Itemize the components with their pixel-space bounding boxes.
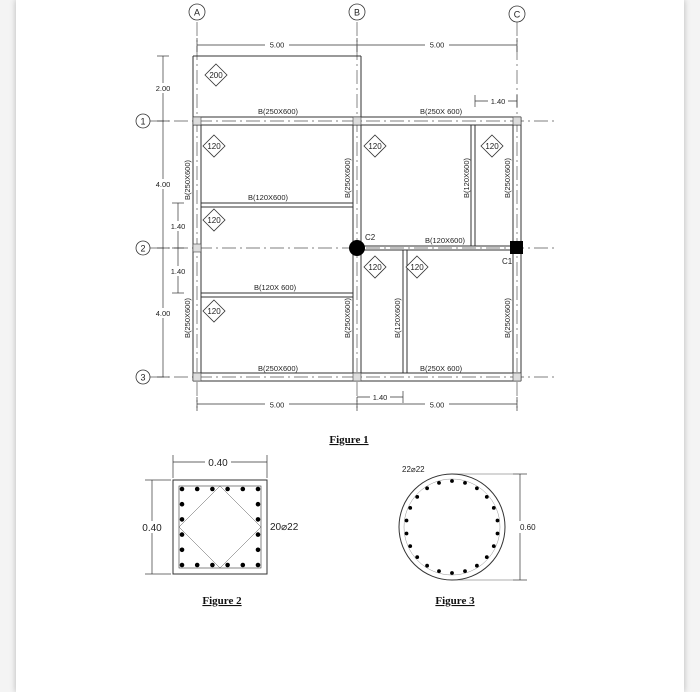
rebar-dot xyxy=(405,519,409,523)
figure-3-circular-column xyxy=(399,465,542,607)
beam-label-inner-upper: B(120X600) xyxy=(462,157,471,199)
rebar-dot xyxy=(485,495,489,499)
svg-text:120: 120 xyxy=(207,216,221,225)
dimension-bottom-offset: 1.40 xyxy=(372,393,388,402)
rebar-dot xyxy=(492,506,496,510)
rebar-dot xyxy=(241,563,246,568)
figure-1-caption: Figure 1 xyxy=(329,434,369,446)
dimension-bottom-ab: 5.00 xyxy=(269,400,285,410)
figure-2-width: 0.40 xyxy=(208,458,228,469)
figure-3-diameter: 0.60 xyxy=(520,523,536,532)
beam-label-axis2-right: B(120X600) xyxy=(425,236,466,245)
rebar-dot xyxy=(463,481,467,485)
rebar-dot xyxy=(450,479,454,483)
rebar-dot xyxy=(180,548,185,553)
figure-2-height: 0.40 xyxy=(142,523,162,534)
rebar-dot xyxy=(256,517,261,522)
rebar-dot xyxy=(408,544,412,548)
axis-bubble-a xyxy=(189,4,205,20)
rebar-dot xyxy=(256,487,261,492)
axis-label-b: B xyxy=(353,7,361,18)
rebar-dot xyxy=(475,564,479,568)
rebar-dot xyxy=(256,502,261,507)
slab-tag-2 xyxy=(364,135,386,157)
column-c1 xyxy=(510,241,523,254)
dimension-left-span-23: 4.00 xyxy=(155,309,171,318)
rebar-dot xyxy=(256,548,261,553)
rebar-dot xyxy=(241,487,246,492)
figure-2-square-column xyxy=(139,455,299,607)
rebar-dot xyxy=(437,569,441,573)
figure-1-floor-plan xyxy=(136,4,555,446)
dimension-top-ab: 5.00 xyxy=(269,40,285,50)
rebar-dot xyxy=(496,532,500,536)
beam-label-mid-lower: B(120X 600) xyxy=(254,283,297,292)
axis-bubble-2 xyxy=(136,241,150,255)
beam-label-col-b-lower: B(250X600) xyxy=(343,297,352,339)
axis-label-3: 3 xyxy=(140,372,146,383)
rebar-dot xyxy=(180,563,185,568)
column-c2 xyxy=(349,240,365,256)
figure-3-rebar-label: 22⌀22 xyxy=(402,465,425,474)
rebar-dot xyxy=(180,532,185,537)
beam-label-bottom-right: B(250X 600) xyxy=(420,364,463,373)
slab-tag-7 xyxy=(203,300,225,322)
svg-text:120: 120 xyxy=(368,263,382,272)
rebar-dot xyxy=(195,563,200,568)
svg-text:120: 120 xyxy=(207,142,221,151)
rebar-dot xyxy=(425,564,429,568)
beam-label-col-c-upper: B(250X600) xyxy=(503,157,512,199)
dimension-left-span-12: 4.00 xyxy=(155,180,171,189)
slab-tag-overhang xyxy=(205,64,227,86)
dimension-left-sub-upper: 1.40 xyxy=(170,222,186,231)
rebar-dot xyxy=(415,555,419,559)
rebar-dot xyxy=(180,502,185,507)
column-c2-label: C2 xyxy=(365,233,376,242)
rebar-dot xyxy=(450,571,454,575)
axis-bubble-3 xyxy=(136,370,150,384)
svg-text:120: 120 xyxy=(368,142,382,151)
rebar-dot xyxy=(437,481,441,485)
beam-label-top-left: B(250X600) xyxy=(258,107,299,116)
rebar-dot xyxy=(195,487,200,492)
beam-label-top-right: B(250X 600) xyxy=(420,107,463,116)
axis-bubble-1 xyxy=(136,114,150,128)
slab-tag-1 xyxy=(203,135,225,157)
rebar-dot xyxy=(256,563,261,568)
rebar-dot xyxy=(492,544,496,548)
rebar-dot xyxy=(210,487,215,492)
dimension-bottom-bc: 5.00 xyxy=(429,400,445,410)
square-section-outline xyxy=(173,480,267,574)
rebar-dot xyxy=(225,563,230,568)
svg-text:120: 120 xyxy=(207,307,221,316)
beam-label-mid-upper: B(120X600) xyxy=(248,193,289,202)
slab-tag-5 xyxy=(364,256,386,278)
figure-3-caption: Figure 3 xyxy=(435,595,475,607)
rebar-dot xyxy=(225,487,230,492)
dimension-left xyxy=(157,56,184,377)
svg-text:120: 120 xyxy=(485,142,499,151)
beam-label-inner-lower: B(120X600) xyxy=(393,297,402,339)
dimension-top xyxy=(197,38,517,52)
dimension-top-bc: 5.00 xyxy=(429,40,445,50)
slab-tag-4 xyxy=(203,209,225,231)
rebar-dot xyxy=(180,487,185,492)
beam-label-col-a-lower: B(250X600) xyxy=(183,297,192,339)
axis-label-1: 1 xyxy=(140,116,146,127)
slab-tag-3 xyxy=(481,135,503,157)
dimension-top-right-offset: 1.40 xyxy=(490,97,506,106)
dimension-bottom xyxy=(197,397,517,411)
beam-label-col-b-upper: B(250X600) xyxy=(343,157,352,199)
beam-label-col-c-lower: B(250X600) xyxy=(503,297,512,339)
slab-tag-6 xyxy=(406,256,428,278)
rebar-dot xyxy=(256,532,261,537)
rebar-dot xyxy=(210,563,215,568)
dimension-left-sub-lower: 1.40 xyxy=(170,267,186,276)
rebar-dot xyxy=(408,506,412,510)
figure-2-rebar-label: 20⌀22 xyxy=(270,522,299,533)
axis-label-2: 2 xyxy=(140,243,146,254)
rebar-dot xyxy=(485,555,489,559)
rebar-dot xyxy=(463,569,467,573)
beam-label-bottom-left: B(250X600) xyxy=(258,364,299,373)
svg-text:200: 200 xyxy=(209,71,223,80)
rebar-dot xyxy=(415,495,419,499)
rebar-dot xyxy=(475,486,479,490)
column-c1-label: C1 xyxy=(502,257,513,266)
rebar-dot xyxy=(496,519,500,523)
svg-text:120: 120 xyxy=(410,263,424,272)
rebar-dot xyxy=(180,517,185,522)
circle-section-outline xyxy=(399,474,505,580)
axis-label-a: A xyxy=(193,7,201,18)
figure-2-caption: Figure 2 xyxy=(202,595,242,607)
beam-label-col-a-upper: B(250X600) xyxy=(183,159,192,201)
dimension-left-overhang: 2.00 xyxy=(155,84,171,93)
axis-bubble-c xyxy=(509,6,525,22)
axis-label-c: C xyxy=(513,9,521,20)
rebar-dot xyxy=(425,486,429,490)
axis-bubble-b xyxy=(349,4,365,20)
rebar-dot xyxy=(405,532,409,536)
